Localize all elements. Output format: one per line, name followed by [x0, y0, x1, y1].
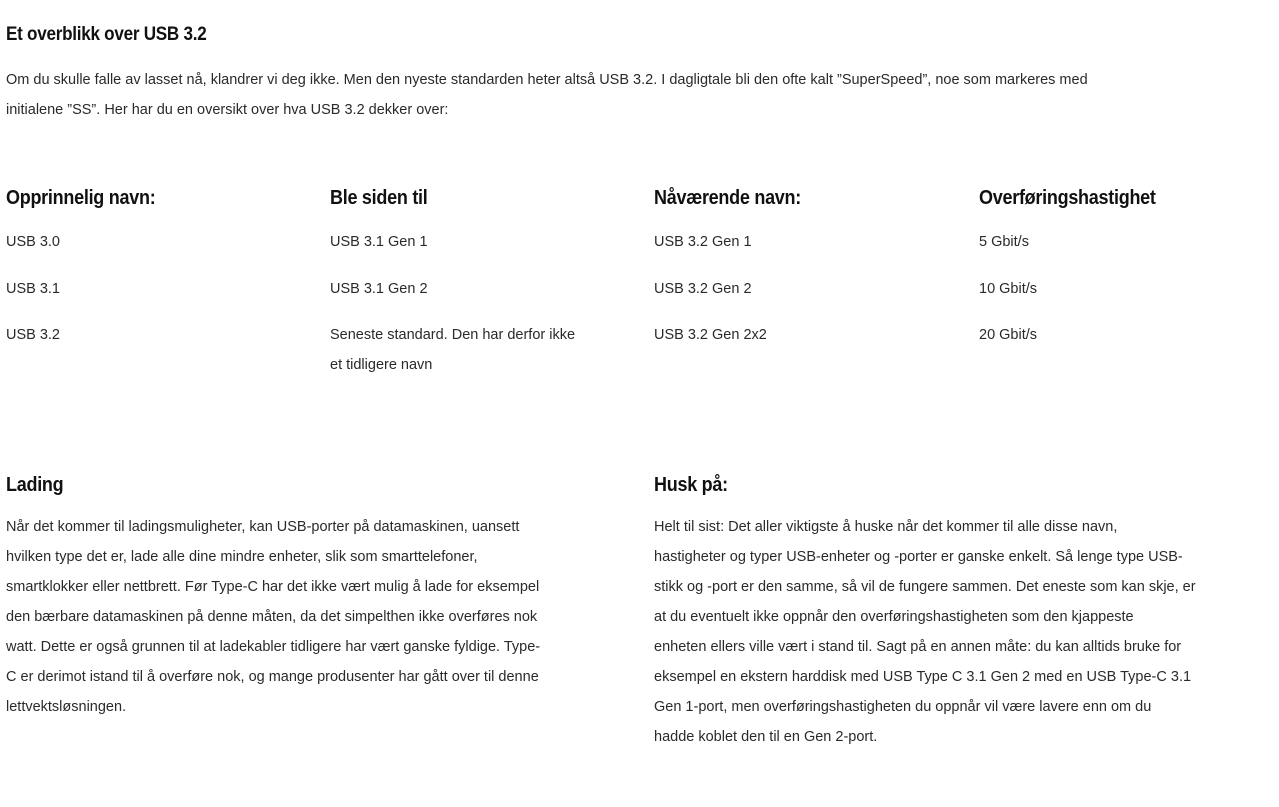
paragraph-line: eksempel en ekstern harddisk med USB Type C 3.1 Gen 2 med en USB Type-C 3.1	[654, 669, 1192, 685]
paragraph-line: smartklokker eller nettbrett. Før Type-C har det ikke vært mulig å lade for eksempel	[6, 579, 540, 595]
paragraph-line: hvilken type det er, lade alle dine mindre enheter, slik som smarttelefoner,	[6, 549, 478, 565]
table-cell-became: USB 3.1 Gen 2	[330, 281, 428, 297]
table-header-original: Opprinnelig navn:	[6, 187, 156, 209]
paragraph-line: Gen 1-port, men overføringshastigheten du oppnår vil være lavere enn om du	[654, 699, 1152, 715]
table-cell-original: USB 3.1	[6, 281, 60, 297]
paragraph-line: Helt til sist: Det aller viktigste å huske når det kommer til alle disse navn,	[654, 519, 1118, 535]
intro-line: Om du skulle falle av lasset nå, klandrer vi deg ikke. Men den nyeste standarden heter altså USB 3.2. I dagligtale bli den ofte kalt ”SuperSpeed”, noe som markeres med	[6, 72, 1088, 88]
paragraph-line: den bærbare datamaskinen på denne måten, da det simpelthen ikke overføres nok	[6, 609, 538, 625]
page-title: Et overblikk over USB 3.2	[6, 24, 207, 45]
section-heading-charging: Lading	[6, 474, 64, 496]
table-cell-current: USB 3.2 Gen 1	[654, 234, 752, 250]
paragraph-line: C er derimot istand til å overføre nok, og mange produsenter har gått over til denne	[6, 669, 539, 685]
remember-paragraph	[654, 512, 1196, 752]
table-cell-original: USB 3.0	[6, 234, 60, 250]
table-cell-became	[330, 320, 575, 380]
paragraph-line: watt. Dette er også grunnen til at ladekabler tidligere har vært ganske fyldige. Type-	[6, 639, 541, 655]
table-cell-line: Seneste standard. Den har derfor ikke	[330, 327, 576, 343]
table-header-became: Ble siden til	[330, 187, 428, 209]
table-cell-line: et tidligere navn	[330, 357, 433, 373]
paragraph-line: enheten ellers ville vært i stand til. Sagt på en annen måte: du kan alltids bruke for	[654, 639, 1182, 655]
table-cell-original: USB 3.2	[6, 327, 60, 343]
paragraph-line: lettvektsløsningen.	[6, 699, 127, 715]
paragraph-line: hadde koblet den til en Gen 2-port.	[654, 729, 878, 745]
table-cell-became: USB 3.1 Gen 1	[330, 234, 428, 250]
paragraph-line: at du eventuelt ikke oppnår den overføringshastigheten som den kjappeste	[654, 609, 1134, 625]
section-heading-remember: Husk på:	[654, 474, 728, 496]
table-header-speed: Overføringshastighet	[979, 187, 1156, 209]
paragraph-line: hastigheter og typer USB-enheter og -porter er ganske enkelt. Så lenge type USB-	[654, 549, 1183, 565]
paragraph-line: stikk og -port er den samme, så vil de fungere sammen. Det eneste som kan skje, er	[654, 579, 1196, 595]
table-header-current: Nåværende navn:	[654, 187, 802, 209]
table-cell-speed: 5 Gbit/s	[979, 234, 1029, 250]
table-cell-current: USB 3.2 Gen 2	[654, 281, 752, 297]
table-cell-speed: 20 Gbit/s	[979, 327, 1038, 343]
table-cell-current: USB 3.2 Gen 2x2	[654, 327, 767, 343]
intro-line: initialene ”SS”. Her har du en oversikt over hva USB 3.2 dekker over:	[6, 102, 449, 118]
paragraph-line: Når det kommer til ladingsmuligheter, kan USB-porter på datamaskinen, uansett	[6, 519, 520, 535]
intro-paragraph	[6, 65, 1088, 125]
charging-paragraph	[6, 512, 540, 722]
table-cell-speed: 10 Gbit/s	[979, 281, 1038, 297]
